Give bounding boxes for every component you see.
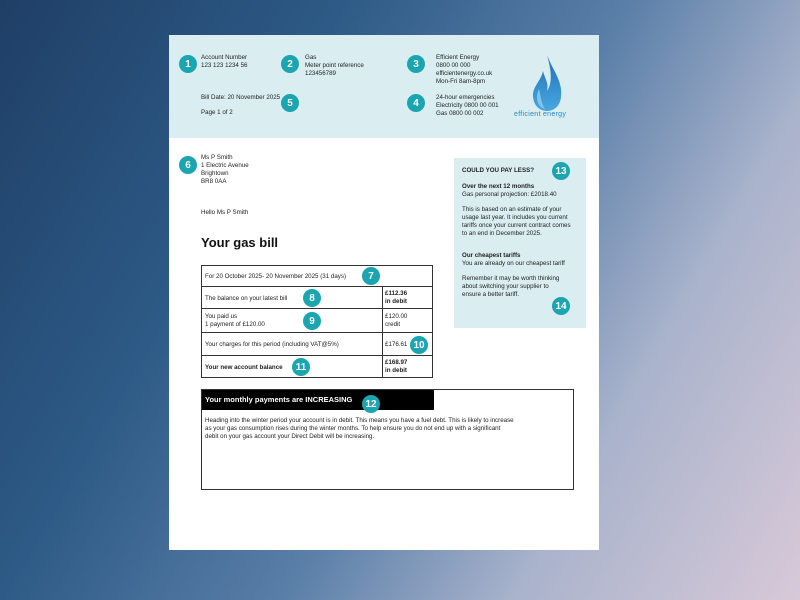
emergency-label: 24-hour emergencies [436,94,495,101]
panel-text: This is based on an estimate of your [462,206,562,213]
bill-date: Bill Date: 20 November 2025 [201,94,281,101]
callout-badge-13: 13 [552,162,570,180]
row-label: You paid us [205,313,238,320]
opening-hours: Mon-Fri 8am-8pm [436,78,486,85]
row-value: £168.97 [385,359,408,366]
company-website[interactable]: efficientenergy.co.uk [436,70,493,77]
panel-text: tariffs once your current contract comes [462,222,571,229]
panel-text: ensure a better tariff. [462,291,519,298]
could-you-pay-less-panel [454,158,586,328]
callout-badge-3: 3 [407,55,425,73]
row-sublabel: 1 payment of £120.00 [205,321,265,328]
callout-badge-6: 6 [179,156,197,174]
notice-text: as your gas consumption rises during the winter months. To help ensure you do not end up with a significant [205,425,501,432]
row-value: £112.36 [385,290,408,297]
callout-badge-2: 2 [281,55,299,73]
billing-period: For 20 October 2025- 20 November 2025 (31 days) [205,273,347,280]
payment-increase-notice [201,389,574,490]
recipient-street: 1 Electric Avenue [201,162,249,169]
row-label: Your charges for this period (including VAT@5%) [205,341,339,348]
gas-bill-page [169,35,599,550]
row-label: Your new account balance [205,364,283,371]
notice-text: debit on your gas account your Direct Debit will be increasing. [205,433,375,440]
notice-text: Heading into the winter period your account is in debit. This means you have a fuel debt. This is likely to increase [205,417,514,424]
panel-text: about switching your supplier to [462,283,549,290]
account-number-label: Account Number [201,54,248,61]
emergency-gas: Gas 0800 00 002 [436,110,484,117]
company-phone: 0800 00 000 [436,62,471,69]
panel-text: to an end in December 2025. [462,230,542,237]
panel-text: Remember it may be worth thinking [462,275,560,282]
callout-badge-11: 11 [292,358,310,376]
cheapest-tariff-text: You are already on our cheapest tariff [462,260,565,267]
row-value-status: in debit [385,298,407,305]
panel-heading: COULD YOU PAY LESS? [462,167,534,174]
bill-header [169,35,599,138]
recipient-name: Ms P Smith [201,154,233,161]
table-row-period [201,265,433,287]
callout-badge-8: 8 [303,289,321,307]
emergency-electricity: Electricity 0800 00 001 [436,102,499,109]
callout-badge-10: 10 [410,336,428,354]
gas-projection: Gas personal projection: £2018.40 [462,191,557,198]
notice-heading: Your monthly payments are INCREASING [202,390,434,410]
recipient-postcode: BR8 0AA [201,178,227,185]
panel-subheading-tariffs: Our cheapest tariffs [462,252,521,259]
callout-badge-7: 7 [362,267,380,285]
recipient-town: Brightown [201,170,229,177]
gas-label: Gas [305,54,317,61]
callout-badge-4: 4 [407,94,425,112]
greeting: Hello Ms P Smith [201,209,249,216]
callout-badge-1: 1 [179,55,197,73]
page-count: Page 1 of 2 [201,109,233,116]
company-name: Efficient Energy [436,54,480,61]
row-value: £120.00 [385,313,408,320]
panel-subheading-projection: Over the next 12 months [462,183,535,190]
panel-text: usage last year. It includes you current [462,214,568,221]
meter-point-label: Meter point reference [305,62,364,69]
table-row-latest-balance [201,286,433,309]
callout-badge-12: 12 [362,395,380,413]
logo-wordmark: efficient energy [514,111,567,118]
callout-badge-5: 5 [281,94,299,112]
table-row-charges [201,332,433,356]
account-number: 123 123 1234 56 [201,62,248,69]
table-row-payment [201,308,433,333]
callout-badge-14: 14 [552,297,570,315]
table-row-new-balance [201,355,433,378]
row-value: £176.61 [385,341,408,348]
meter-point-number: 123456789 [305,70,336,77]
row-value-status: credit [385,321,401,328]
bill-title: Your gas bill [201,235,279,250]
row-label: The balance on your latest bill [205,295,288,302]
row-value-status: in debit [385,367,407,374]
callout-badge-9: 9 [303,312,321,330]
